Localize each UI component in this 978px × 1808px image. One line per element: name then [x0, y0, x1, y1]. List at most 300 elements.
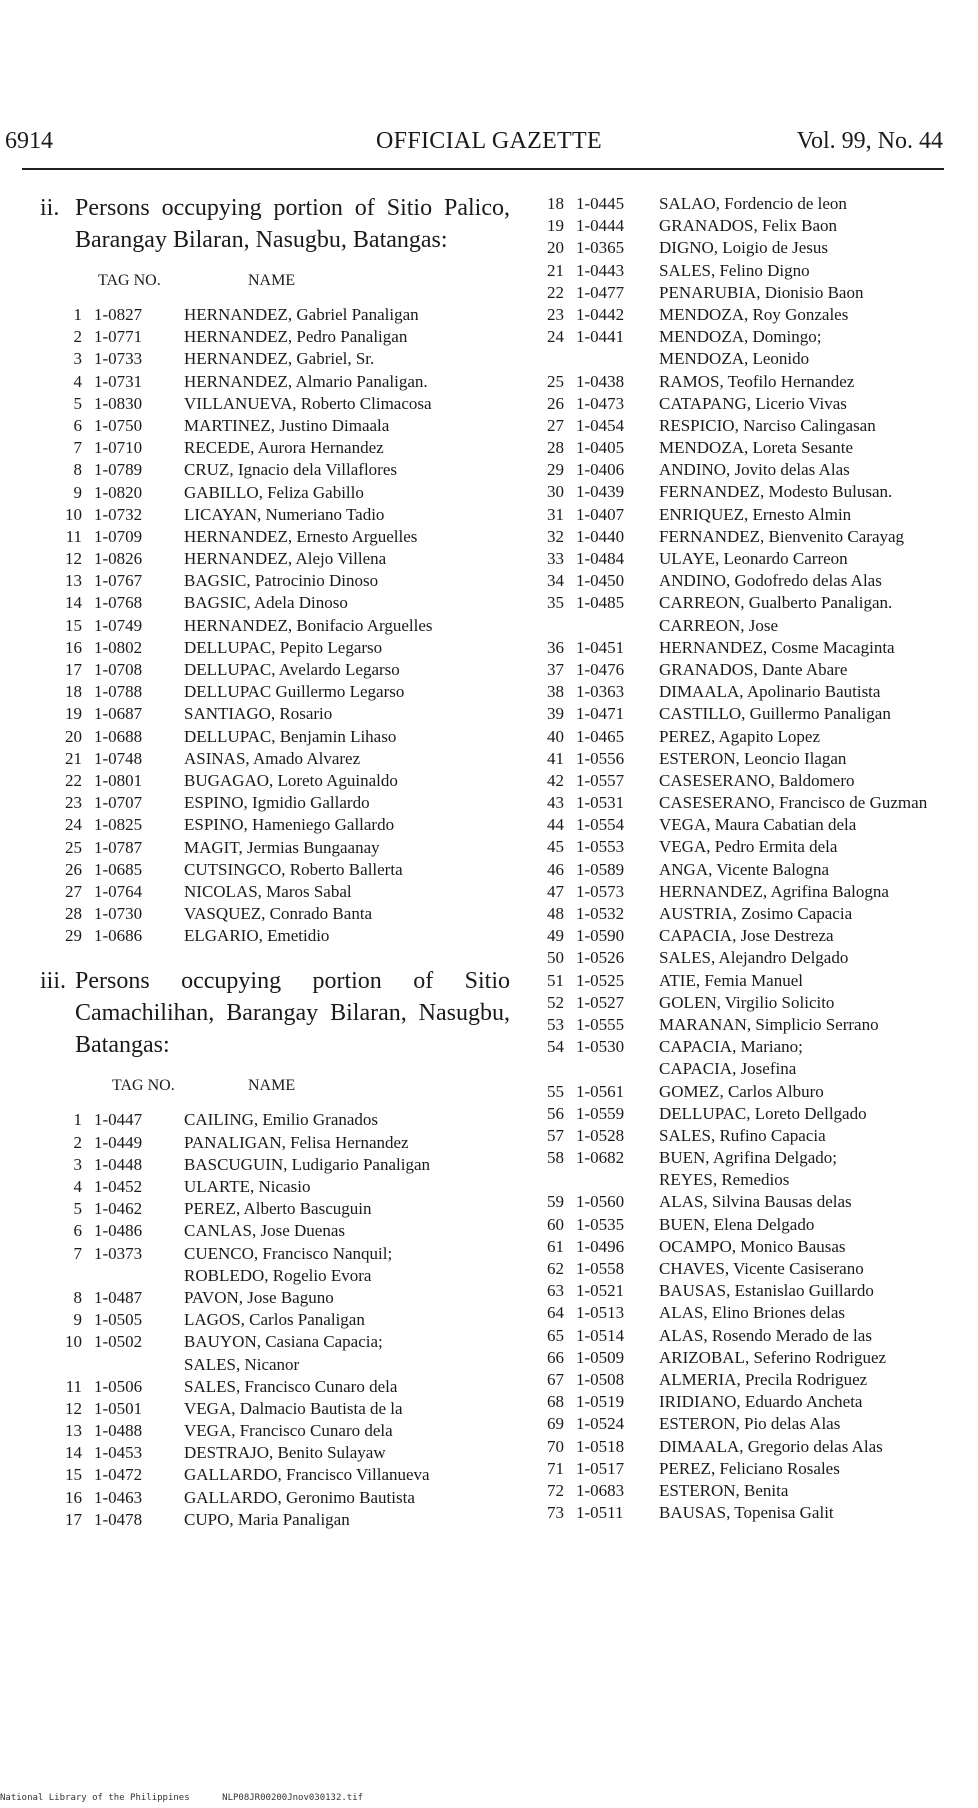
item-name: GOMEZ, Carlos Alburo: [659, 1081, 824, 1101]
item-number: 2: [73, 327, 82, 347]
tag-number: 1-0535: [576, 1214, 625, 1234]
item-number: 14: [65, 593, 82, 613]
item-name: LAGOS, Carlos Panaligan: [184, 1310, 365, 1330]
item-name: VEGA, Pedro Ermita dela: [659, 837, 838, 857]
tag-number: 1-0442: [576, 304, 625, 324]
tag-number: 1-0448: [94, 1154, 143, 1174]
item-name: GRANADOS, Dante Abare: [659, 659, 848, 679]
item-number: 35: [547, 593, 564, 613]
item-name: ROBLEDO, Rogelio Evora: [184, 1265, 372, 1285]
tag-number: 1-0488: [94, 1421, 143, 1441]
item-name: HERNANDEZ, Bonifacio Arguelles: [184, 615, 433, 635]
tag-number: 1-0405: [576, 438, 625, 458]
item-number: 20: [547, 238, 564, 258]
section-iii: [40, 965, 510, 1531]
list-item: [540, 481, 970, 503]
footer-source: National Library of the Philippines: [0, 1793, 190, 1803]
tag-number: 1-0440: [576, 526, 625, 546]
section-iii-list: [40, 1109, 510, 1531]
tag-number: 1-0525: [576, 970, 625, 990]
item-name: CANLAS, Jose Duenas: [184, 1221, 346, 1241]
item-number: 9: [73, 482, 82, 502]
list-item: [40, 1287, 510, 1309]
list-item: [540, 992, 970, 1014]
tag-number: 1-0561: [576, 1081, 625, 1101]
list-item: [540, 348, 970, 370]
list-item: [540, 1458, 970, 1480]
section-iii-heading: [40, 965, 510, 1061]
item-number: 70: [547, 1436, 564, 1456]
item-number: 19: [547, 216, 564, 236]
list-item: [540, 437, 970, 459]
item-number: 28: [65, 904, 82, 924]
list-item: [540, 1413, 970, 1435]
item-number: 69: [547, 1414, 564, 1434]
tag-number: 1-0685: [94, 859, 143, 879]
item-number: [540, 1058, 564, 1080]
item-name: CASESERANO, Baldomero: [659, 770, 855, 790]
item-name: DESTRAJO, Benito Sulayaw: [184, 1443, 386, 1463]
item-number: 25: [65, 837, 82, 857]
item-name: DELLUPAC, Loreto Dellgado: [659, 1103, 867, 1123]
tag-number: [564, 1169, 651, 1191]
item-number: 56: [547, 1103, 564, 1123]
list-item: [40, 415, 510, 437]
volume-issue: Vol. 99, No. 44: [796, 128, 943, 154]
list-item: [40, 570, 510, 592]
item-number: 16: [65, 1487, 82, 1507]
tag-number: 1-0444: [576, 216, 625, 236]
item-name: HERNANDEZ, Alejo Villena: [184, 549, 387, 569]
item-number: 7: [73, 1243, 82, 1263]
tag-number: 1-0528: [576, 1125, 625, 1145]
list-item: [540, 903, 970, 925]
item-name: MAGIT, Jermias Bungaanay: [184, 837, 380, 857]
list-item: [540, 970, 970, 992]
tag-number: 1-0502: [94, 1332, 143, 1352]
item-number: 37: [547, 659, 564, 679]
item-number: 42: [547, 770, 564, 790]
list-item: [540, 1347, 970, 1369]
item-number: 5: [73, 1199, 82, 1219]
list-item: [40, 1398, 510, 1420]
item-number: 4: [73, 1177, 82, 1196]
section-ii-heading: [40, 192, 510, 256]
item-name: DELLUPAC, Pepito Legarso: [184, 637, 383, 657]
list-item: [540, 925, 970, 947]
item-number: 22: [547, 282, 564, 302]
list-item: [40, 1198, 510, 1220]
right-column: [540, 193, 970, 1524]
item-name: ASINAS, Amado Alvarez: [184, 748, 361, 768]
list-item: [540, 1236, 970, 1258]
item-name: PANALIGAN, Felisa Hernandez: [184, 1132, 409, 1152]
item-name: DIMAALA, Apolinario Bautista: [659, 682, 881, 702]
item-name: BUEN, Agrifina Delgado;: [659, 1148, 837, 1168]
list-item: [540, 947, 970, 969]
item-name: SALES, Nicanor: [184, 1354, 300, 1374]
tag-number: 1-0517: [576, 1458, 625, 1478]
list-item: [40, 1354, 510, 1376]
item-name: CARREON, Gualberto Panaligan.: [659, 593, 893, 613]
list-item: [540, 703, 970, 725]
list-item: [540, 1036, 970, 1058]
item-name: DIGNO, Loigio de Jesus: [659, 238, 829, 258]
tag-number: 1-0709: [94, 526, 143, 546]
list-item: [540, 526, 970, 548]
item-name: CRUZ, Ignacio dela Villaflores: [184, 460, 397, 480]
tag-number: 1-0407: [576, 504, 625, 524]
tag-number: 1-0406: [576, 460, 625, 480]
section-ii-numeral: ii.: [40, 195, 60, 221]
tag-number: 1-0683: [576, 1480, 625, 1500]
item-name: VEGA, Dalmacio Bautista de la: [184, 1398, 403, 1418]
item-number: 14: [65, 1443, 82, 1463]
list-item: [540, 570, 970, 592]
item-name: CATAPANG, Licerio Vivas: [659, 393, 847, 413]
item-number: 15: [65, 615, 82, 635]
item-number: 13: [65, 571, 82, 591]
list-item: [40, 1487, 510, 1509]
list-item: [540, 615, 970, 637]
tag-number: 1-0767: [94, 571, 143, 591]
item-number: 6: [73, 1221, 82, 1241]
list-item: [540, 1214, 970, 1236]
list-item: [40, 615, 510, 637]
list-item: [540, 1258, 970, 1280]
list-item: [40, 1420, 510, 1442]
tag-number: 1-0788: [94, 682, 143, 702]
item-number: 30: [547, 482, 564, 502]
list-item: [540, 770, 970, 792]
footer-file: NLP08JR00200Jnov030132.tif: [222, 1793, 364, 1803]
item-number: 19: [65, 704, 82, 724]
item-name: SALAO, Fordencio de leon: [659, 194, 847, 213]
item-name: ATIE, Femia Manuel: [659, 970, 803, 990]
list-item: [540, 1103, 970, 1125]
item-name: GOLEN, Virgilio Solicito: [659, 992, 835, 1012]
item-name: CASTILLO, Guillermo Panaligan: [659, 704, 891, 724]
list-item: [40, 1464, 510, 1486]
tag-number: 1-0486: [94, 1221, 143, 1241]
item-number: 9: [73, 1310, 82, 1330]
item-name: DELLUPAC, Avelardo Legarso: [184, 660, 400, 679]
item-number: 65: [547, 1325, 564, 1345]
item-name: PENARUBIA, Dionisio Baon: [659, 282, 864, 302]
list-item: [540, 1302, 970, 1324]
item-name: VEGA, Francisco Cunaro dela: [184, 1421, 393, 1441]
tag-number: 1-0827: [94, 305, 143, 324]
list-item: [540, 548, 970, 570]
tag-number: 1-0708: [94, 660, 143, 679]
item-name: ESTERON, Pio delas Alas: [659, 1414, 841, 1434]
tag-number: 1-0830: [94, 393, 143, 413]
item-name: CUTSINGCO, Roberto Ballerta: [184, 859, 403, 879]
list-item: [40, 681, 510, 703]
item-number: 1: [73, 1110, 82, 1130]
item-name: CUENCO, Francisco Nanquil;: [184, 1243, 393, 1263]
item-name: ESPINO, Hameniego Gallardo: [184, 815, 395, 835]
item-number: 29: [547, 460, 564, 480]
tag-number: 1-0553: [576, 837, 625, 857]
list-item: [40, 837, 510, 859]
tag-number: 1-0518: [576, 1436, 625, 1456]
item-name: HERNANDEZ, Gabriel, Sr.: [184, 349, 375, 369]
list-item: [540, 1280, 970, 1302]
tag-number: 1-0465: [576, 726, 625, 746]
tag-number: 1-0526: [576, 948, 625, 968]
item-number: 72: [547, 1480, 564, 1500]
tag-number: 1-0731: [94, 371, 143, 391]
item-name: GRANADOS, Felix Baon: [659, 216, 838, 236]
item-number: 28: [547, 438, 564, 458]
section-ii: [40, 192, 510, 947]
item-number: 17: [65, 660, 82, 679]
tag-number: 1-0449: [94, 1132, 143, 1152]
tag-number: 1-0573: [576, 881, 625, 901]
item-number: 7: [73, 438, 82, 458]
item-number: 34: [547, 571, 564, 591]
tag-number: 1-0555: [576, 1014, 625, 1034]
item-name: HERNANDEZ, Ernesto Arguelles: [184, 526, 418, 546]
list-item: [40, 792, 510, 814]
item-name: ESPINO, Igmidio Gallardo: [184, 793, 370, 813]
tag-number: 1-0686: [94, 926, 143, 946]
item-number: 8: [73, 1287, 82, 1307]
item-name: BUGAGAO, Loreto Aguinaldo: [184, 770, 398, 790]
tag-number: 1-0559: [576, 1103, 625, 1123]
list-item: [540, 881, 970, 903]
list-item: [540, 1147, 970, 1169]
tag-number: 1-0749: [94, 615, 143, 635]
tag-number: 1-0485: [576, 593, 625, 613]
item-number: 24: [65, 815, 82, 835]
tag-number: 1-0363: [576, 682, 625, 702]
item-number: 26: [65, 859, 82, 879]
item-number: 17: [65, 1509, 82, 1529]
list-item: [540, 504, 970, 526]
tag-number: 1-0707: [94, 793, 143, 813]
item-name: LICAYAN, Numeriano Tadio: [184, 504, 385, 524]
list-item: [40, 659, 510, 681]
item-number: 33: [547, 549, 564, 568]
item-name: ALAS, Silvina Bausas delas: [659, 1192, 852, 1212]
item-number: 23: [65, 793, 82, 813]
item-name: BAGSIC, Patrocinio Dinoso: [184, 571, 379, 591]
list-item: [40, 881, 510, 903]
tag-number: [564, 615, 651, 637]
tag-number: 1-0496: [576, 1236, 625, 1256]
list-item: [540, 393, 970, 415]
tag-number: 1-0443: [576, 260, 625, 280]
tag-number: 1-0825: [94, 815, 143, 835]
list-item: [40, 326, 510, 348]
item-number: [40, 1354, 82, 1376]
tag-number: 1-0688: [94, 726, 143, 746]
tag-number: 1-0557: [576, 770, 625, 790]
list-item: [540, 260, 970, 282]
item-name: ENRIQUEZ, Ernesto Almin: [659, 504, 852, 524]
item-number: 10: [65, 1332, 82, 1352]
item-name: PEREZ, Agapito Lopez: [659, 726, 821, 746]
tag-number: 1-0589: [576, 859, 625, 879]
item-number: [540, 1169, 564, 1191]
item-name: OCAMPO, Monico Bausas: [659, 1236, 846, 1256]
tag-number: 1-0531: [576, 793, 625, 813]
item-number: 23: [547, 304, 564, 324]
item-name: ELGARIO, Emetidio: [184, 926, 330, 946]
list-item: [540, 326, 970, 348]
list-item: [540, 193, 970, 215]
item-name: HERNANDEZ, Agrifina Balogna: [659, 881, 889, 901]
item-name: PEREZ, Alberto Bascuguin: [184, 1199, 372, 1219]
item-name: DELLUPAC Guillermo Legarso: [184, 682, 405, 702]
item-number: 47: [547, 881, 564, 901]
item-name: MENDOZA, Leonido: [659, 349, 810, 369]
list-item: [40, 1109, 510, 1131]
section-iii-title: Persons occupying portion of Sitio Camachilihan, Barangay Bilaran, Nasugbu, Batangas:: [75, 968, 510, 1059]
item-number: 46: [547, 859, 564, 879]
item-name: GALLARDO, Francisco Villanueva: [184, 1465, 430, 1485]
item-name: HERNANDEZ, Cosme Macaginta: [659, 637, 895, 657]
list-item: [40, 1509, 510, 1531]
scan-footer: [0, 1793, 363, 1803]
list-item: [40, 482, 510, 504]
list-item: [40, 1220, 510, 1242]
item-name: ANDINO, Godofredo delas Alas: [659, 571, 882, 591]
item-name: SALES, Felino Digno: [659, 260, 810, 280]
item-name: SALES, Rufino Capacia: [659, 1125, 826, 1145]
item-name: ALAS, Rosendo Merado de las: [659, 1325, 872, 1345]
section-ii-list: [40, 304, 510, 947]
item-name: DIMAALA, Gregorio delas Alas: [659, 1436, 883, 1456]
list-item: [540, 1480, 970, 1502]
section-iii-continued-list: [540, 193, 970, 1524]
item-number: 18: [547, 194, 564, 213]
item-number: 31: [547, 504, 564, 524]
item-number: 25: [547, 371, 564, 391]
item-number: 40: [547, 726, 564, 746]
item-name: PAVON, Jose Baguno: [184, 1287, 334, 1307]
item-name: AUSTRIA, Zosimo Capacia: [659, 904, 853, 923]
item-name: VILLANUEVA, Roberto Climacosa: [184, 393, 432, 413]
section-ii-column-headers: [40, 272, 510, 290]
tag-number: 1-0450: [576, 571, 625, 591]
tag-number: 1-0748: [94, 748, 143, 768]
item-name: ALMERIA, Precila Rodriguez: [659, 1369, 868, 1389]
item-number: 63: [547, 1281, 564, 1301]
tag-number: 1-0527: [576, 992, 625, 1012]
list-item: [540, 415, 970, 437]
item-name: FERNANDEZ, Bienvenito Carayag: [659, 526, 905, 546]
item-name: VEGA, Maura Cabatian dela: [659, 815, 857, 835]
list-item: [540, 1369, 970, 1391]
tag-number: [564, 1058, 651, 1080]
list-item: [540, 748, 970, 770]
item-number: [540, 348, 564, 370]
list-item: [540, 726, 970, 748]
tag-number: 1-0530: [576, 1037, 625, 1057]
tag-number: 1-0445: [576, 194, 625, 213]
item-number: 58: [547, 1148, 564, 1168]
item-number: 6: [73, 415, 82, 435]
item-number: 15: [65, 1465, 82, 1485]
list-item: [40, 1265, 510, 1287]
item-name: DELLUPAC, Benjamin Lihaso: [184, 726, 397, 746]
item-name: PEREZ, Feliciano Rosales: [659, 1458, 840, 1478]
item-number: 54: [547, 1037, 564, 1057]
list-item: [40, 548, 510, 570]
item-number: [540, 615, 564, 637]
item-number: 38: [547, 682, 564, 702]
tag-number: 1-0687: [94, 704, 143, 724]
item-number: 11: [65, 1376, 82, 1396]
list-item: [40, 903, 510, 925]
list-item: [40, 726, 510, 748]
list-item: [540, 836, 970, 858]
list-item: [40, 1176, 510, 1198]
tag-number: 1-0764: [94, 881, 143, 901]
tag-number: 1-0463: [94, 1487, 143, 1507]
tag-number: 1-0820: [94, 482, 143, 502]
tag-number: 1-0373: [94, 1243, 143, 1263]
tag-number: 1-0473: [576, 393, 625, 413]
item-name: ESTERON, Benita: [659, 1480, 789, 1500]
tag-number: 1-0556: [576, 748, 625, 768]
item-number: 22: [65, 770, 82, 790]
item-name: MENDOZA, Loreta Sesante: [659, 438, 854, 458]
item-number: 49: [547, 926, 564, 946]
item-name: CHAVES, Vicente Casiserano: [659, 1259, 864, 1278]
list-item: [40, 437, 510, 459]
left-column: [40, 192, 510, 1531]
tag-number: 1-0750: [94, 415, 143, 435]
list-item: [540, 1014, 970, 1036]
tag-number: 1-0505: [94, 1310, 143, 1330]
list-item: [540, 1058, 970, 1080]
tag-number: 1-0478: [94, 1509, 143, 1529]
tag-number: 1-0501: [94, 1398, 143, 1418]
list-item: [540, 1391, 970, 1413]
item-number: 10: [65, 504, 82, 524]
tag-number: 1-0453: [94, 1443, 143, 1463]
item-number: 64: [547, 1303, 564, 1323]
tag-number: 1-0801: [94, 770, 143, 790]
item-name: MARANAN, Simplicio Serrano: [659, 1014, 879, 1034]
item-number: 71: [547, 1458, 564, 1478]
list-item: [40, 748, 510, 770]
page-number: 6914: [5, 128, 53, 154]
tag-number: 1-0438: [576, 371, 625, 391]
tag-number: 1-0439: [576, 482, 625, 502]
tag-number: 1-0509: [576, 1347, 625, 1367]
item-name: ULAYE, Leonardo Carreon: [659, 549, 848, 568]
tag-number: 1-0471: [576, 704, 625, 724]
tag-number: 1-0472: [94, 1465, 143, 1485]
item-number: 53: [547, 1014, 564, 1034]
item-name: ALAS, Elino Briones delas: [659, 1303, 846, 1323]
tag-number: [82, 1265, 174, 1287]
tag-number: 1-0771: [94, 327, 143, 347]
list-item: [540, 237, 970, 259]
item-name: RESPICIO, Narciso Calingasan: [659, 415, 876, 435]
tag-number: 1-0558: [576, 1259, 625, 1278]
tag-number: 1-0462: [94, 1199, 143, 1219]
item-name: CUPO, Maria Panaligan: [184, 1509, 350, 1529]
item-number: 26: [547, 393, 564, 413]
tag-number: 1-0441: [576, 327, 625, 347]
list-item: [40, 1243, 510, 1265]
